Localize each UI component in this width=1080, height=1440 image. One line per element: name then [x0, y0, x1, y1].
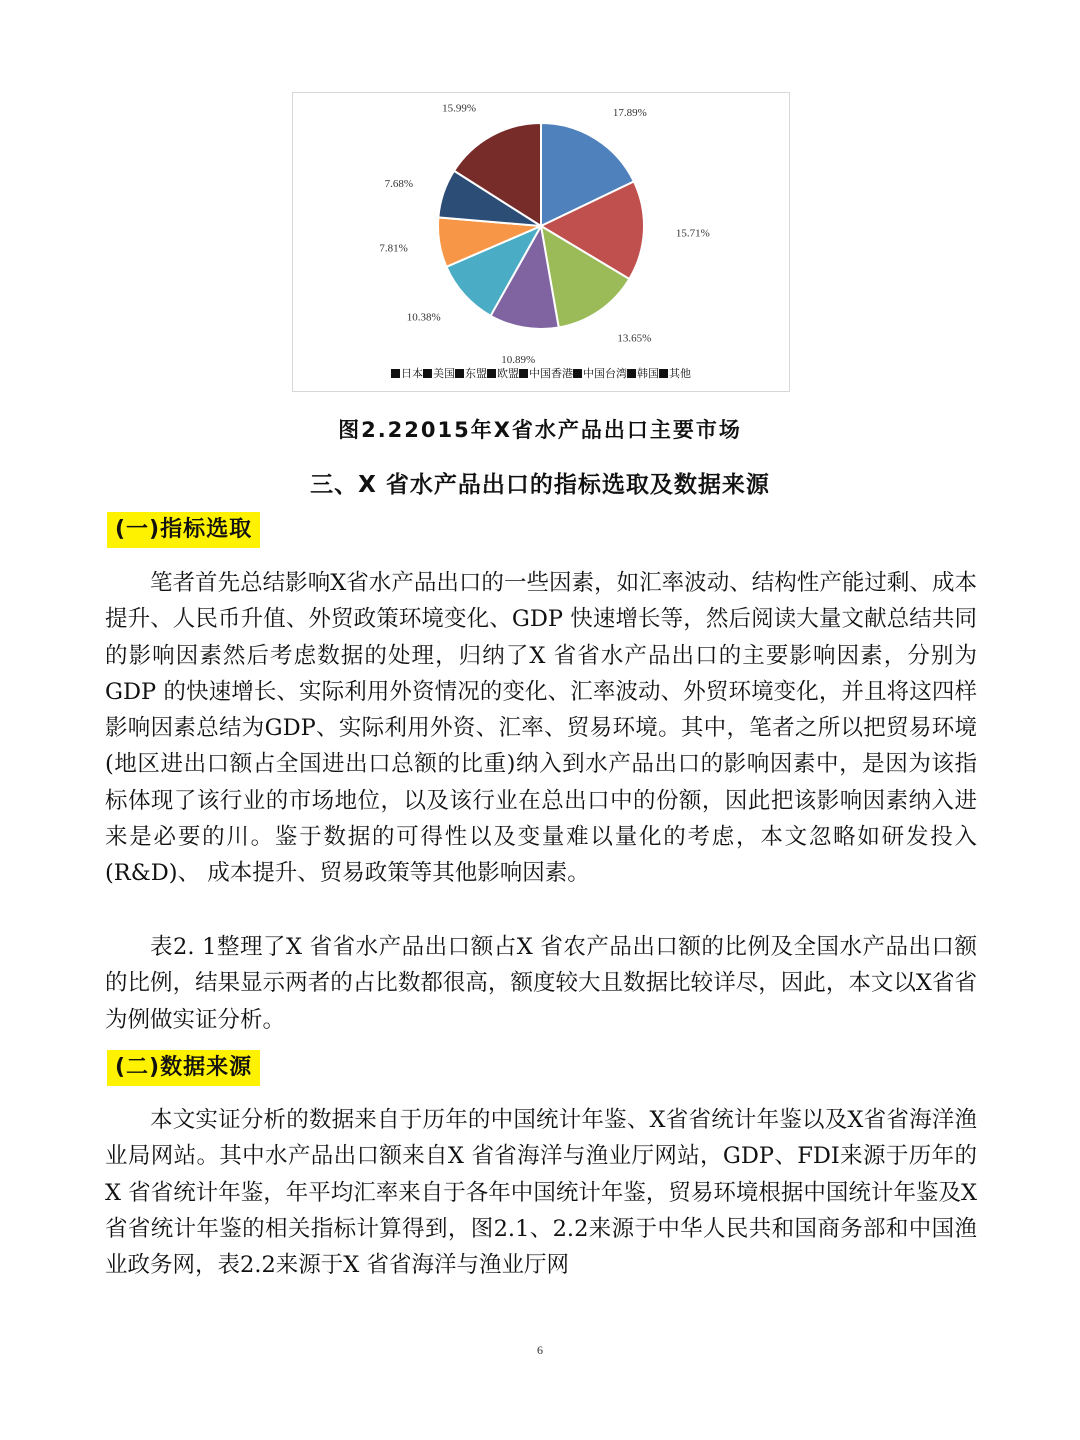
legend-label: 韩国: [637, 367, 659, 380]
legend-item: [391, 367, 423, 380]
slice-value-label: 10.38%: [406, 311, 441, 324]
legend-marker-icon: [519, 369, 528, 378]
legend-marker-icon: [659, 369, 668, 378]
page-number: 6: [537, 1343, 543, 1357]
legend-marker-icon: [573, 369, 582, 378]
slice-value-label: 10.89%: [501, 354, 536, 363]
subsection-heading-data-source: (二)数据来源: [107, 1050, 260, 1086]
legend-label: 中国台湾: [583, 367, 627, 380]
legend-item: [487, 367, 519, 380]
slice-value-label: 7.68%: [384, 177, 414, 190]
paragraph: 表2. 1整理了X 省省水产品出口额占X 省农产品出口额的比例及全国水产品出口额的比例，结果显示两者的占比数都很高，额度较大且数据比较详尽，因此，本文以X省省为例做实证分析。: [105, 934, 977, 1033]
legend-item: [519, 367, 573, 380]
legend-item: [659, 367, 691, 380]
figure-caption: 图2.22015年X省水产品出口主要市场: [338, 418, 742, 442]
legend-label: 美国: [433, 367, 455, 380]
paragraph: 本文实证分析的数据来自于历年的中国统计年鉴、X省省统计年鉴以及X省省海洋渔业局网站。其中水产品出口额来自X 省省海洋与渔业厅网站，GDP、FDI来源于历年的X 省省统计年鉴，年平均汇率来自于各年中国统计年鉴，贸易环境根据中国统计年鉴及X 省省统计年鉴的相关指标计算得到，图2.1、2.2来源于中华人民共和国商务部和中国渔业政务网，表2.2来源于X 省省海洋与渔业厅网: [105, 1107, 977, 1279]
legend-item: [423, 367, 455, 380]
section-title: 三、X 省水产品出口的指标选取及数据来源: [310, 472, 770, 498]
legend-marker-icon: [627, 369, 636, 378]
pie-chart: [293, 93, 791, 363]
slice-value-label: 17.89%: [612, 106, 647, 119]
legend-marker-icon: [487, 369, 496, 378]
legend-marker-icon: [455, 369, 464, 378]
legend-marker-icon: [423, 369, 432, 378]
legend-label: 其他: [669, 367, 691, 380]
legend-item: [627, 367, 659, 380]
pie-chart-figure: [292, 92, 790, 392]
slice-value-label: 7.81%: [379, 242, 408, 255]
paragraph: 笔者首先总结影响X省水产品出口的一些因素，如汇率波动、结构性产能过剩、成本提升、人民币升值、外贸政策环境变化、GDP 快速增长等，然后阅读大量文献总结共同的影响因素然后考虑数据的处理，归纳了X 省省水产品出口的主要影响因素，分别为GDP 的快速增长、实际利用外资情况的变化、汇率波动、外贸环境变化，并且将这四样影响因素总结为GDP、实际利用外资、汇率、贸易环境。其中，笔者之所以把贸易环境(地区进出口额占全国进出口总额的比重)纳入到水产品出口的影响因素中，是因为该指标体现了该行业的市场地位，以及该行业在总出口中的份额，因此把该影响因素纳入进来是必要的川。鉴于数据的可得性以及变量难以量化的考虑，本文忽略如研发投入(R&D)、 成本提升、贸易政策等其他影响因素。: [105, 570, 977, 887]
slice-value-label: 15.99%: [442, 102, 476, 115]
legend-label: 欧盟: [497, 367, 519, 380]
legend-label: 东盟: [465, 367, 487, 380]
slice-value-label: 15.71%: [675, 227, 710, 240]
legend-marker-icon: [391, 369, 400, 378]
legend-item: [455, 367, 487, 380]
slice-value-label: 13.65%: [617, 332, 652, 345]
legend-label: 中国香港: [529, 367, 573, 380]
chart-legend: [293, 365, 789, 381]
subsection-heading-indicator-selection: (一)指标选取: [107, 512, 260, 548]
legend-label: 日本: [401, 367, 423, 380]
legend-item: [573, 367, 627, 380]
